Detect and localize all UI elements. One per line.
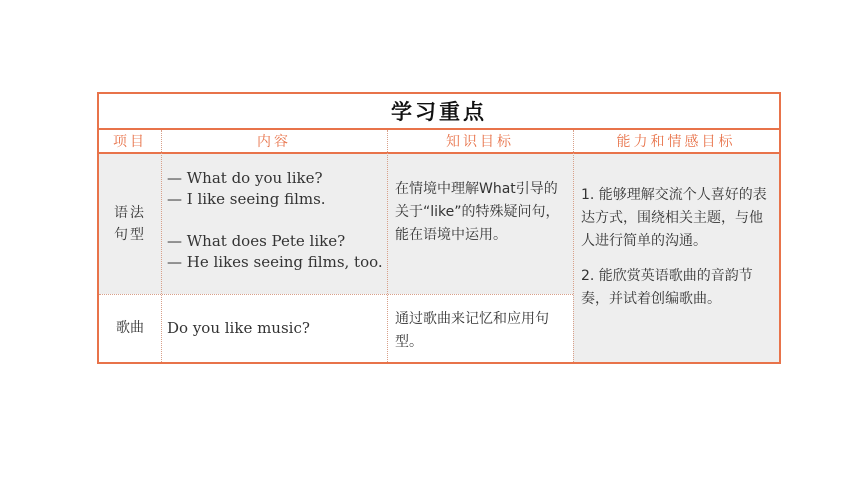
- row-knowledge-grammar: 在情境中理解What引导的关于“like”的特殊疑问句，能在语境中运用。: [387, 154, 573, 294]
- divider: [99, 294, 573, 295]
- divider: [573, 130, 574, 362]
- ability-item: 1. 能够理解交流个人喜好的表达方式，围绕相关主题，与他人进行简单的沟通。: [581, 187, 767, 249]
- header-item: 项目: [99, 130, 161, 154]
- row-content-grammar: [161, 154, 387, 294]
- ability-goals: [573, 154, 779, 362]
- divider: [161, 130, 162, 362]
- content-line: Do you like music?: [167, 319, 310, 337]
- header-ability: 能力和情感目标: [573, 130, 779, 154]
- ability-item: 2. 能欣赏英语歌曲的音韵节奏，并试着创编歌曲。: [581, 268, 753, 307]
- table-title: 学习重点: [99, 94, 779, 130]
- content-line: — What do you like?: [167, 169, 323, 187]
- content-line: — He likes seeing films, too.: [167, 253, 383, 271]
- row-knowledge-song: 通过歌曲来记忆和应用句型。: [395, 311, 549, 350]
- header-content: 内容: [161, 130, 387, 154]
- row-item-song: 歌曲: [116, 320, 144, 336]
- row-item-grammar: 语法句型: [114, 205, 146, 243]
- content-line: — I like seeing films.: [167, 190, 326, 208]
- row-content-song: [161, 294, 387, 362]
- key-points-table: [97, 92, 781, 364]
- content-line: — What does Pete like?: [167, 232, 346, 250]
- divider: [387, 130, 388, 362]
- header-knowledge: 知识目标: [387, 130, 573, 154]
